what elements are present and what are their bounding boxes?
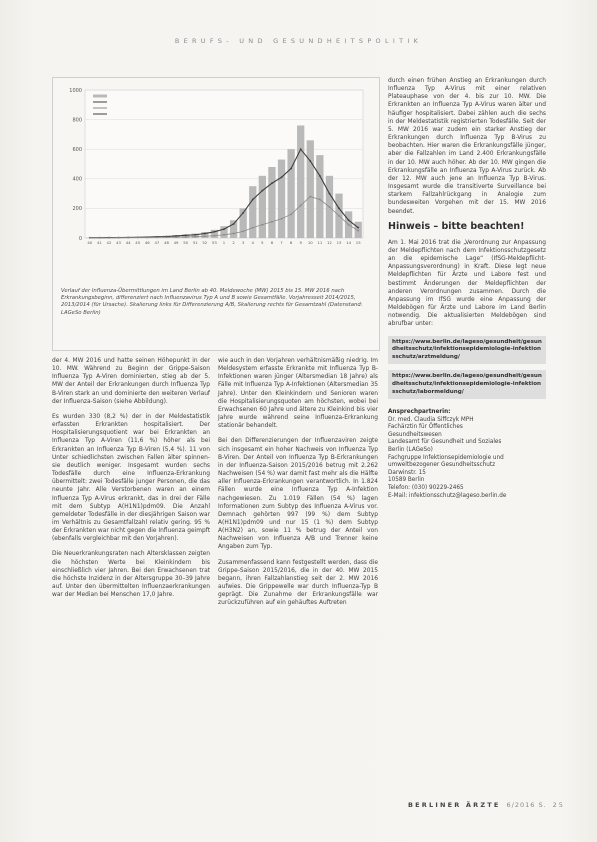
x-tick-label: 41 — [96, 240, 102, 245]
x-tick-label: 52 — [202, 240, 208, 245]
series-point — [271, 221, 273, 223]
series-point — [166, 236, 168, 238]
series-point — [329, 193, 331, 195]
contact-line: Telefon: (030) 90229-2465 — [388, 485, 464, 492]
bar — [307, 140, 314, 238]
x-tick-label: 47 — [154, 240, 160, 245]
x-tick-label: 12 — [327, 240, 332, 245]
series-point — [185, 234, 187, 236]
contact-line: umweltbezogener Gesundheitsschutz — [388, 462, 496, 469]
series-point — [127, 237, 129, 239]
y-tick-label: 0 — [78, 235, 82, 242]
series-point — [242, 212, 244, 214]
series-point — [214, 235, 216, 237]
series-point — [204, 233, 206, 235]
bar — [297, 126, 304, 238]
x-tick-label: 50 — [183, 240, 189, 245]
series-point — [214, 231, 216, 233]
bar — [316, 155, 323, 238]
x-tick-label: 42 — [106, 240, 112, 245]
series-point — [309, 196, 311, 198]
series-point — [319, 199, 321, 201]
contact-line: Berlin (LAGeSo) — [388, 447, 433, 454]
series-point — [175, 236, 177, 238]
x-tick-label: 53 — [211, 240, 217, 245]
page-number: 25 — [552, 801, 565, 809]
x-tick-label: 10 — [307, 240, 313, 245]
contact-line: Landesamt für Gesundheit und Soziales — [388, 439, 502, 446]
contact-email[interactable]: E-Mail: infektionsschutz@lageso.berlin.de — [388, 492, 507, 499]
series-point — [233, 223, 235, 225]
y-tick-label: 400 — [72, 176, 82, 183]
contact-line: Fachgruppe Infektionsepidemiologie und — [388, 454, 504, 461]
column-2 — [218, 357, 378, 615]
bar — [259, 176, 266, 238]
x-tick-label: 43 — [116, 240, 121, 245]
series-point — [290, 213, 292, 215]
series-point — [185, 236, 187, 238]
series-point — [252, 199, 254, 201]
x-tick-label: 6 — [270, 240, 274, 245]
series-point — [204, 235, 206, 237]
y-tick-label: 600 — [72, 147, 82, 153]
contact-title: Ansprechpartnerin: — [388, 409, 451, 416]
series-point — [309, 160, 311, 162]
series-point — [261, 190, 263, 192]
series-point — [348, 224, 350, 226]
series-point — [223, 228, 225, 230]
x-tick-label: 48 — [164, 240, 169, 245]
series-point — [108, 237, 110, 239]
influenza-chart — [57, 82, 375, 282]
section-heading: Hinweis – bitte beachten! — [388, 220, 525, 232]
x-tick-label: 5 — [261, 240, 264, 245]
journal-name: BERLINER ÄRZTE — [408, 801, 501, 809]
paragraph: wie auch in den Vorjahren verhältnismäßig niedrig. Im Meldesystem erfasste Erkrankte mit Influenza Typ B-Infektionen waren jünger (Altersmedian 18 Jahre) als Fälle mit Influenza Typ A-Infektionen (Altersmedian 35 Jahre). Unter den Kleinkindern und Senioren waren die Hospitalisierungsquoten am höchsten, wobei bei Erwachsenen 60 Jahre und ältere zu Kleinkind bis vier Jahre wurde während seine Influenza-Erkrankung stationär behandelt. — [218, 358, 378, 430]
paragraph: Zusammenfassend kann festgestellt werden, dass die Grippe-Saison 2015/2016, die in der 40. MW 2015 begann, ihren Fallzahlanstieg seit der 2. MW 2016 aufwies. Die Grippewelle war durch Influenza-Typ B geprägt. Die Zunahme der Erkrankungsfälle war zurückzuführen auf ein gehäuftes Auftreten — [218, 559, 378, 607]
series-point — [223, 234, 225, 236]
series-point — [233, 233, 235, 235]
series-point — [137, 237, 139, 239]
x-tick-label: 45 — [135, 240, 141, 245]
running-header: BERUFS- UND GESUNDHEITSPOLITIK — [174, 37, 423, 45]
bar — [249, 186, 256, 238]
series-point — [357, 227, 359, 229]
link-labormeldung[interactable]: https://www.berlin.de/lageso/gesundheit/gesundheitsschutz/infektionsepidemiologie-infektionsschutz/labormeldung/ — [388, 370, 546, 399]
series-point — [242, 230, 244, 232]
issue-label: 6/2016 S. — [506, 801, 547, 809]
x-tick-label: 11 — [317, 240, 323, 245]
y-tick-label: 200 — [72, 206, 82, 213]
series-point — [329, 206, 331, 208]
contact-line: Dr. med. Claudia Siffczyk MPH — [388, 416, 474, 423]
x-tick-label: 2 — [232, 240, 235, 245]
column-1 — [52, 357, 210, 606]
series-point — [146, 237, 148, 239]
series-point — [98, 237, 100, 239]
x-tick-label: 49 — [173, 240, 179, 245]
series-point — [194, 234, 196, 236]
bar — [230, 220, 237, 238]
series-point — [194, 236, 196, 238]
figure-caption: Verlauf der Influenza-Übermittlungen im Land Berlin ab 40. Meldewoche (MW) 2015 bis 15. MW 2016 nach Erkrankungsbeginn, differenziert nach Influenzavirus Typ A und B sowie Gesamtfälle. Vorjahresseit 2014/2015, 2013/2014 (für Ursache). Skalierung links für Differenzierung A/B, Skalierung rechts für Gesamtzahl (Datenstand: LAGeSo Berlin) — [61, 288, 363, 316]
series-point — [338, 215, 340, 217]
contact-line: Darwinstr. 15 — [388, 469, 426, 476]
paragraph: Es wurden 330 (8,2 %) der in der Meldestatistik erfassten Erkrankten hospitalisiert. Der Hospitalisierungsquotient war bei Erkrankten an Influenza Typ A-Viren (11,6 %) höher als bei Erkrankten an Influenza Typ B-Viren (5,4 %). 11 von Unter schiedlichsten zwischen Fallen älter spinnen-sie deutlich weniger. Insgesamt wurden sechs Todesfälle durch eine Influenza-Erkrankung übermittelt: zwei Todesfälle junger Personen, die das neunte Jahr. Alle Verstorbenen waren an einem Influenza Typ A-Virus erkrankt, das in drei der Fälle mit dem Subtyp A(H1N1)pdm09. Die Anzahl gemeldeter Todesfälle in der diesjährigen Saison war im Verhältnis zu Gesamtfallzahl relativ gering. 95 % der Erkrankten war nicht gegen die Influenza geimpft (ebenfalls vergleichbar mit den Vorjahren). — [52, 413, 210, 543]
bar — [268, 167, 275, 238]
x-tick-label: 51 — [192, 240, 198, 245]
paragraph: Die Neuerkrankungsraten nach Altersklassen zeigten die höchsten Werte bei Kleinkindern bis einschließlich vier Jahren. Bei den Erwachsenen trat die höchste Inzidenz in der Altersgruppe 30–39 Jahre auf. Unter den übermittelten Influenzaerkrankungen war der Median bei Menschen 17,0 Jahre. — [52, 551, 210, 599]
x-tick-label: 1 — [222, 240, 226, 245]
x-tick-label: 9 — [299, 240, 302, 245]
page-footer — [408, 801, 565, 809]
x-tick-label: 3 — [241, 240, 245, 245]
series-point — [261, 224, 263, 226]
series-point — [348, 219, 350, 221]
contact-line: Fachärztin für Öffentliches — [388, 424, 463, 431]
series-point — [319, 175, 321, 177]
series-point — [281, 176, 283, 178]
figure — [52, 77, 380, 351]
series-point — [290, 168, 292, 170]
series-point — [357, 230, 359, 232]
column-3 — [388, 77, 546, 500]
series-point — [118, 237, 120, 239]
x-tick-label: 13 — [336, 240, 342, 245]
x-tick-label: 8 — [289, 240, 293, 245]
y-tick-label: 800 — [72, 117, 82, 124]
series-point — [281, 218, 283, 220]
x-tick-label: 14 — [346, 240, 352, 245]
series-point — [271, 182, 273, 184]
x-tick-label: 4 — [251, 240, 254, 245]
contact-block — [388, 409, 546, 500]
x-tick-label: 46 — [144, 240, 150, 245]
contact-line: Gesundheitswesen — [388, 431, 442, 438]
x-tick-label: 15 — [355, 240, 361, 245]
series-point — [252, 227, 254, 229]
series-point — [300, 205, 302, 207]
paragraph: Bei den Differenzierungen der Influenzaviren zeigte sich insgesamt ein hoher Nachweis von Influenza Typ B-Viren. Der Anteil von Influenza Typ B-Erkrankungen in der Influenza-Saison 2015/2016 betrug mit 2.262 Nachweisen (54 %) war damit fast mehr als die Hälfte aller Influenza-Erkrankungen verantwortlich. In 1.824 Fällen wurde eine Influenza Typ A-Infektion nachgewiesen. Zu 1.019 Fällen (54 %) lagen Informationen zum Subtyp des Influenza A-Virus vor. Demnach gehörten 997 (99 %) dem Subtyp A(H1N1)pdm09 und nur 15 (1 %) dem Subtyp A(H3N2) an, sowie 11 % betrug der Anteil von Nachweisen von Influenza A/B und Trenner keine Angaben zum Typ. — [218, 438, 378, 551]
y-tick-label: 1000 — [69, 87, 82, 94]
series-point — [89, 237, 91, 239]
contact-line: 10589 Berlin — [388, 477, 425, 484]
x-tick-label: 44 — [125, 240, 131, 245]
x-tick-label: 40 — [87, 240, 93, 245]
series-point — [300, 148, 302, 150]
paragraph: Am 1. Mai 2016 trat die „Verordnung zur Anpassung der Meldepflichten nach dem Infektionsschutzgesetz an die epidemische Lage“ (IfSG-Meldepflicht-Anpassungsverordnung) in Kraft. Diese legt neue Meldepflichten für Ärzte und Labore fest und bestimmt Änderungen der Meldepflichten der anderen Verordnungen zusammen. Durch die Anpassung im IfSG wurde eine Anpassung der Meldebögen für Ärzte und Labore im Land Berlin notwendig. Die aktualisierten Meldebögen sind abrufbar unter: — [388, 239, 546, 328]
x-tick-label: 7 — [280, 240, 283, 245]
series-point — [338, 208, 340, 210]
paragraph: durch einen frühen Anstieg an Erkrankungen durch Influenza Typ A-Virus mit einer relativen Plateauphase von der 4. bis zur 10. MW. Die Erkrankten an Influenza Typ A-Virus waren älter und häufiger hospitalisiert. Dabei zählen auch die sechs in der Meldestatistik registrierten Todesfälle. Seit der 5. MW 2016 war zudem ein starker Anstieg der Erkrankungen durch Influenza Typ B-Virus zu beobachten. Hier waren die Erkrankungsfälle jünger, aber die Fallzahlen im Land 2.400 Erkrankungsfälle in der 10. MW auch höher. Ab der 10. MW gingen die Erkrankungsfälle an Influenza Typ A-Virus zurück. Ab der 12. MW auch jene an Influenza Typ B-Virus. Insgesamt wurde die transitiverte Surveillance bei starkem Fallzahlrückgang in Analogie zum bundesweiten Vorgehen mit der 15. MW 2016 beendet. — [388, 78, 546, 215]
bar — [278, 160, 285, 238]
link-arztmeldung[interactable]: https://www.berlin.de/lageso/gesundheit/gesundheitsschutz/infektionsepidemiologie-infektionsschutz/arztmeldung/ — [388, 336, 546, 365]
series-point — [156, 237, 158, 239]
paragraph: der 4. MW 2016 und hatte seinen Höhepunkt in der 10. MW. Während zu Beginn der Grippe-Saison Influenza Typ A-Viren dominierten, stieg ab der 5. MW der Anteil der Erkrankungen durch Influenza Typ B-Viren stark an und dominierte den weiteren Verlauf der Influenza-Saison (siehe Abbildung). — [52, 358, 210, 405]
